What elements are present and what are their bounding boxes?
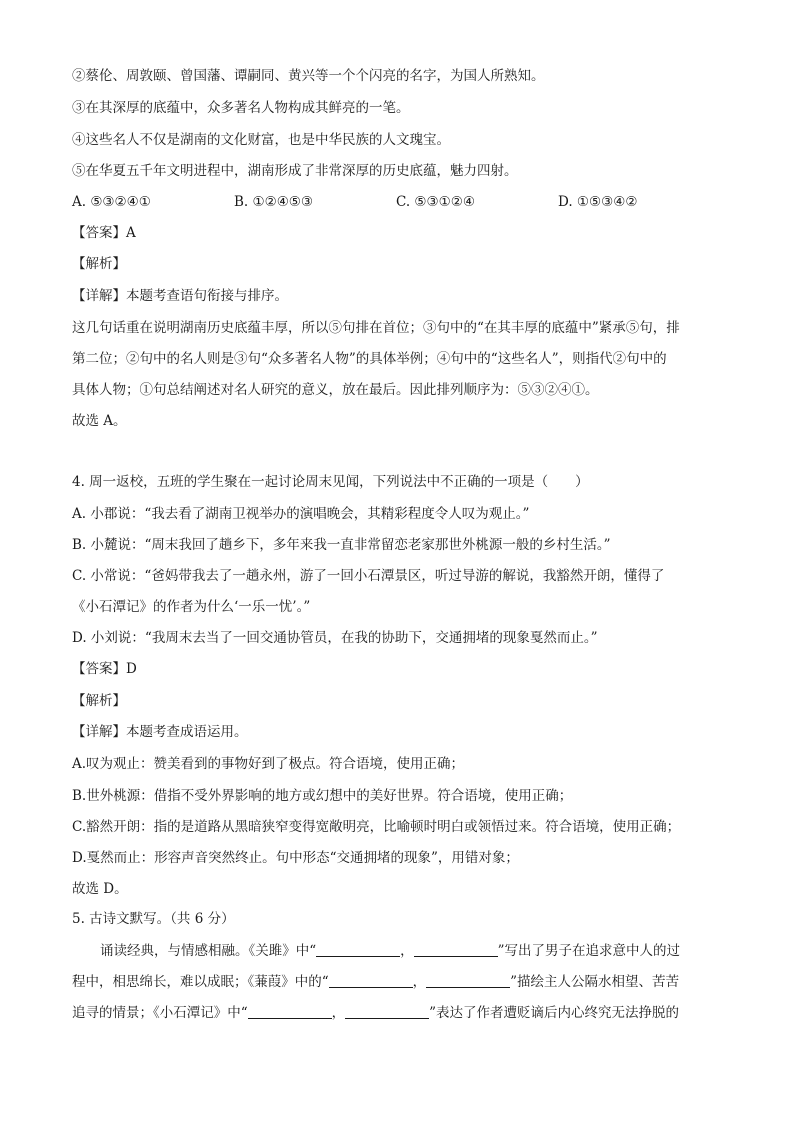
q4-analysis-c: C.豁然开朗：指的是道路从黑暗狭窄变得宽敞明亮，比喻顿时明白或领悟过来。符合语境，使用正确； (72, 819, 681, 835)
q4-option-c-line-1: C. 小常说：“爸妈带我去了一趟永州，游了一回小石潭景区，听过导游的解说，我豁然开朗，懂得了 (72, 568, 665, 584)
q4-analysis-label: 【解析】 (72, 693, 126, 709)
q3-conclusion: 故选 A。 (72, 413, 127, 429)
q3-detail: 【详解】本题考查语句衔接与排序。 (72, 288, 288, 304)
q3-explanation-line-2: 第二位；②句中的名人则是③句“众多著名人物”的具体举例；④句中的“这些名人”，则指代②句中的 (72, 351, 667, 367)
q4-analysis-b: B.世外桃源：借指不受外界影响的地方或幻想中的美好世界。符合语境，使用正确； (72, 788, 573, 804)
q3-options (72, 192, 722, 212)
q3-option-c: C. ⑤③①②④ (396, 194, 475, 210)
answer-blank[interactable] (426, 973, 510, 988)
q4-option-b: B. 小麓说：“周末我回了趟乡下，多年来我一直非常留恋老家那世外桃源一般的乡村生活。” (72, 537, 611, 553)
q3-option-a: A. ⑤③②④① (72, 194, 151, 210)
q4-analysis-a: A.叹为观止：赞美看到的事物好到了极点。符合语境，使用正确； (72, 756, 465, 772)
q5-paragraph-line-2: 程中，相思绵长，难以成眠；《蒹葭》中的“ ， ”描绘主人公隔水相望、苦苦 (72, 974, 680, 990)
q5-paragraph-line-1: 诵读经典，与情感相融。《关雎》中“ ， ”写出了男子在追求意中人的过 (100, 943, 681, 959)
answer-blank[interactable] (414, 942, 498, 957)
q5-paragraph-line-3: 追寻的情景；《小石潭记》中“ ， ”表达了作者遭贬谪后内心终究无法挣脱的 (72, 1005, 680, 1021)
q4-answer: 【答案】D (72, 661, 137, 677)
q3-option-d: D. ①⑤③④② (558, 194, 638, 210)
q3-explanation-line-1: 这几句话重在说明湖南历史底蕴丰厚，所以⑤句排在首位；③句中的“在其丰厚的底蕴中”紧承⑤句，排 (72, 320, 680, 336)
q4-detail: 【详解】本题考查成语运用。 (72, 724, 248, 740)
q4-option-d: D. 小刘说：“我周末去当了一回交通协管员，在我的协助下，交通拥堵的现象戛然而止。” (72, 630, 598, 646)
answer-blank[interactable] (316, 942, 400, 957)
q4-option-c-line-2: 《小石潭记》的作者为什么‘一乐一忧’。” (72, 599, 311, 615)
sentence-5: ⑤在华夏五千年文明进程中，湖南形成了非常深厚的历史底蕴，魅力四射。 (72, 163, 518, 179)
q4-analysis-d: D.戛然而止：形容声音突然终止。句中形态“交通拥堵的现象”，用错对象； (72, 850, 519, 866)
sentence-3: ③在其深厚的底蕴中，众多著名人物构成其鲜亮的一笔。 (72, 100, 410, 116)
q3-explanation-line-3: 具体人物；①句总结阐述对名人研究的意义，放在最后。因此排列顺序为：⑤③②④①。 (72, 382, 599, 398)
q5-stem: 5. 古诗文默写。（共 6 分） (72, 911, 235, 927)
q4-stem: 4. 周一返校，五班的学生聚在一起讨论周末见闻，下列说法中不正确的一项是（ ） (72, 474, 589, 490)
q3-analysis-label: 【解析】 (72, 256, 126, 272)
q3-option-b: B. ①②④⑤③ (234, 194, 314, 210)
answer-blank[interactable] (329, 973, 413, 988)
answer-blank[interactable] (248, 1004, 332, 1019)
q4-conclusion: 故选 D。 (72, 881, 128, 897)
sentence-2: ②蔡伦、周敦颐、曾国藩、谭嗣同、黄兴等一个个闪亮的名字，为国人所熟知。 (72, 68, 545, 84)
answer-blank[interactable] (345, 1004, 429, 1019)
sentence-4: ④这些名人不仅是湖南的文化财富，也是中华民族的人文瑰宝。 (72, 132, 450, 148)
q4-option-a: A. 小郡说：“我去看了湖南卫视举办的演唱晚会，其精彩程度令人叹为观止。” (72, 506, 530, 522)
q3-answer: 【答案】A (72, 225, 136, 241)
